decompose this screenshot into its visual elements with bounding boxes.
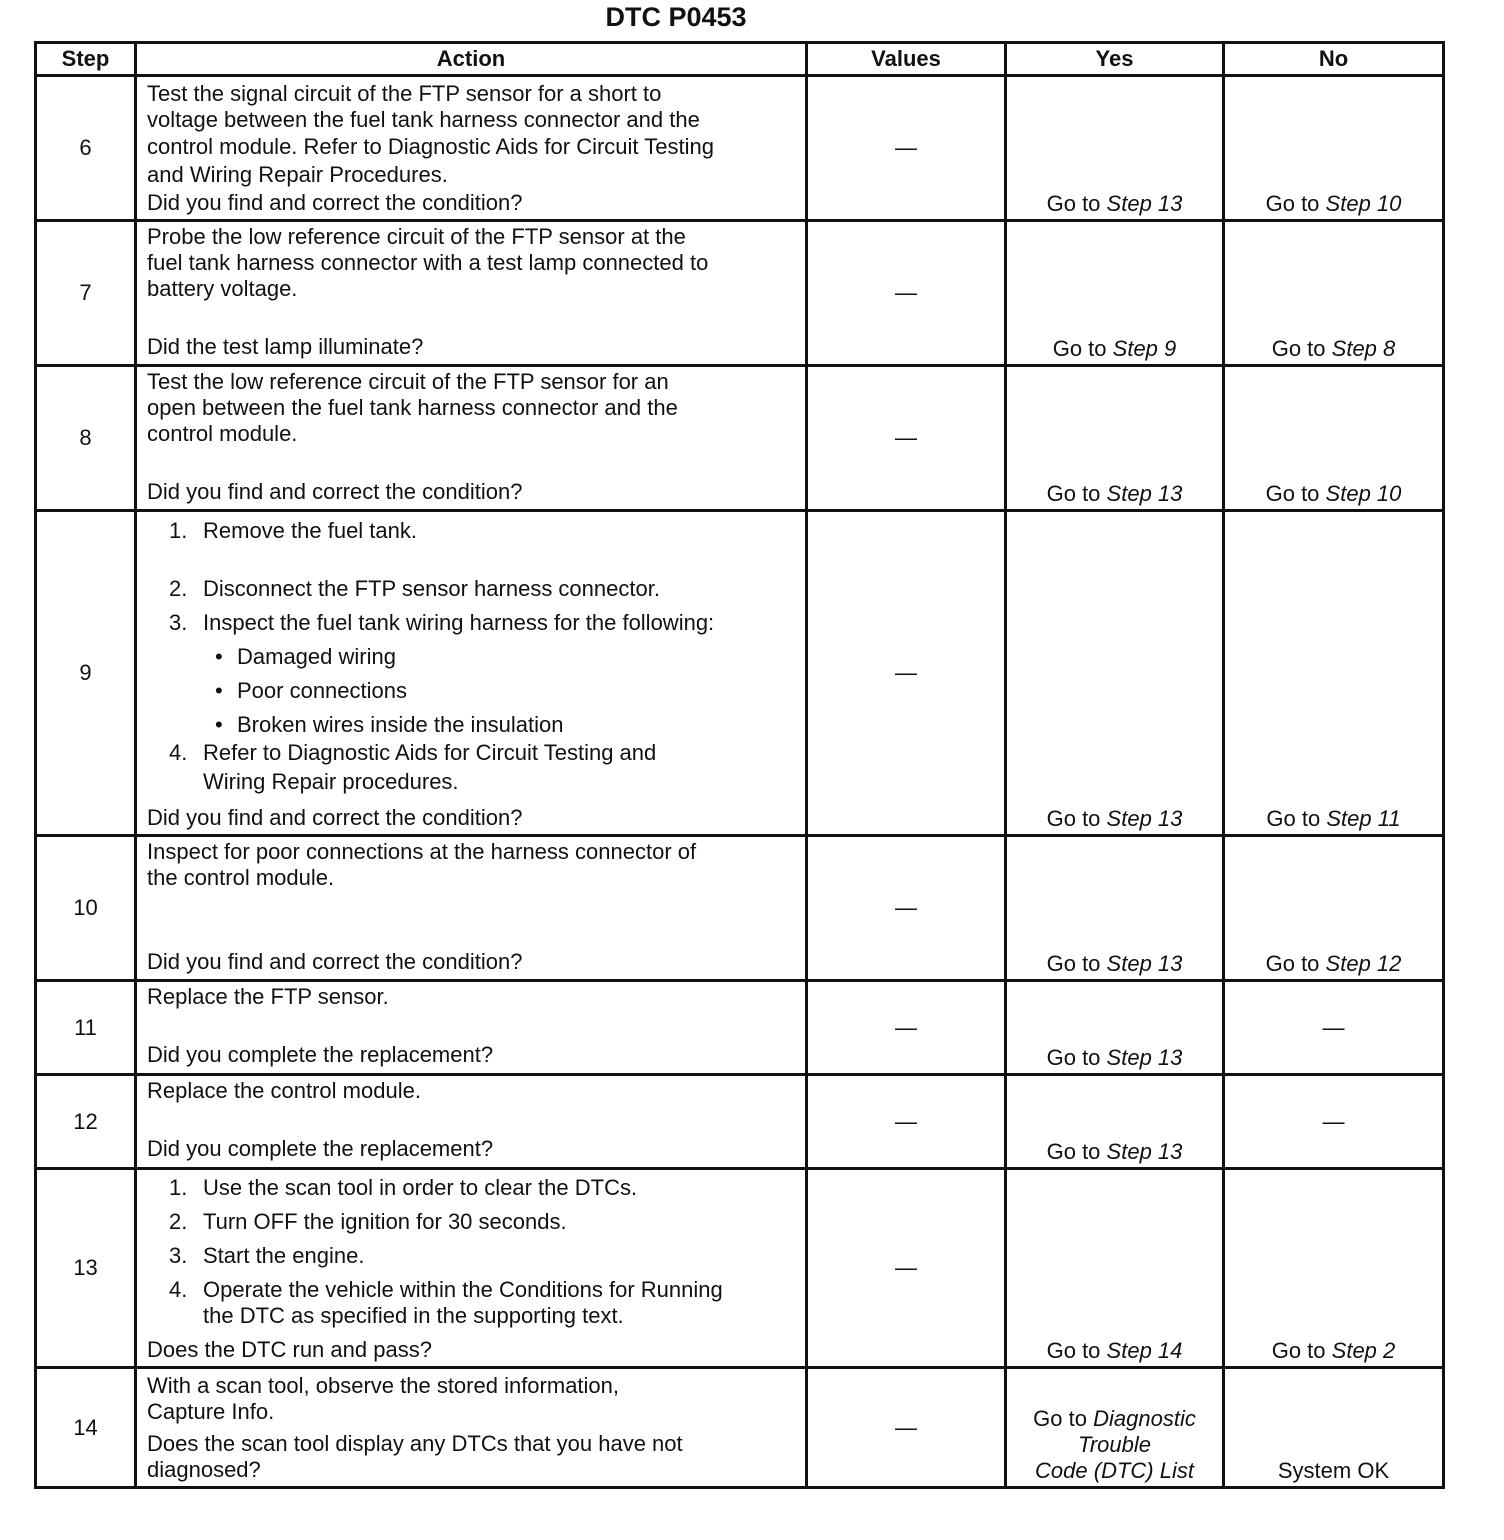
bullet-item	[147, 678, 795, 704]
list-item	[147, 1243, 795, 1269]
list-item	[147, 576, 795, 602]
step-number: 10	[36, 836, 136, 981]
no-cell	[1224, 1169, 1444, 1368]
item-number: 1.	[169, 1175, 188, 1200]
item-number: 3.	[169, 610, 188, 635]
item-number: 3.	[169, 1243, 188, 1268]
action-cell	[136, 981, 807, 1075]
yes-prefix: Go to	[1046, 1338, 1101, 1363]
no-step-link[interactable]: Step 10	[1325, 191, 1402, 216]
values-cell: —	[807, 221, 1006, 366]
action-text: Replace the FTP sensor.	[147, 984, 389, 1009]
action-text: fuel tank harness connector with a test lamp connected to	[147, 250, 709, 275]
table-row	[36, 1075, 1444, 1169]
list-item	[147, 610, 795, 636]
no-step-link[interactable]: Step 8	[1331, 336, 1396, 361]
no-prefix: Go to	[1265, 481, 1320, 506]
action-text: With a scan tool, observe the stored information,	[147, 1373, 620, 1398]
page-title: DTC P0453	[605, 2, 747, 32]
action-text: voltage between the fuel tank harness connector and the	[147, 107, 700, 132]
header-no: No	[1224, 43, 1444, 76]
action-text: and Wiring Repair Procedures.	[147, 162, 448, 187]
yes-step-link[interactable]: Step 13	[1106, 951, 1183, 976]
table-row	[36, 511, 1444, 836]
no-step-link[interactable]: Step 11	[1326, 806, 1401, 831]
yes-step-link[interactable]: Step 13	[1106, 191, 1183, 216]
yes-cell	[1006, 1169, 1224, 1368]
yes-prefix: Go to	[1033, 1406, 1087, 1431]
list-item	[147, 518, 795, 544]
action-question: Does the DTC run and pass?	[147, 1337, 432, 1362]
action-cell	[136, 221, 807, 366]
values-cell: —	[807, 1169, 1006, 1368]
action-cell	[136, 836, 807, 981]
header-values: Values	[807, 43, 1006, 76]
values-cell: —	[807, 76, 1006, 221]
yes-step-link[interactable]: Step 9	[1112, 336, 1177, 361]
action-text: battery voltage.	[147, 276, 298, 301]
bullet-text: Damaged wiring	[237, 644, 396, 669]
yes-prefix: Go to	[1046, 951, 1101, 976]
item-text: Use the scan tool in order to clear the DTCs.	[203, 1175, 638, 1200]
yes-cell	[1006, 76, 1224, 221]
yes-step-link[interactable]: Step 14	[1106, 1338, 1183, 1363]
action-question: Does the scan tool display any DTCs that you have not	[147, 1431, 683, 1456]
yes-step-link[interactable]: Step 13	[1106, 1139, 1183, 1164]
values-cell: —	[807, 1368, 1006, 1488]
list-item	[147, 1175, 795, 1201]
action-cell	[136, 366, 807, 511]
no-cell	[1224, 511, 1444, 836]
table-row	[36, 981, 1444, 1075]
item-text: Disconnect the FTP sensor harness connector.	[203, 576, 660, 601]
no-cell: —	[1224, 981, 1444, 1075]
bullet-icon: •	[215, 678, 223, 703]
yes-step-link[interactable]: Step 13	[1106, 806, 1183, 831]
no-cell	[1224, 76, 1444, 221]
bullet-text: Poor connections	[237, 678, 407, 703]
table-header-row	[36, 43, 1444, 76]
item-number: 4.	[169, 1277, 188, 1302]
yes-step-link[interactable]: Step 13	[1106, 1045, 1183, 1070]
action-text: the control module.	[147, 865, 335, 890]
table-row	[36, 76, 1444, 221]
action-question: Did you find and correct the condition?	[147, 190, 523, 215]
action-text: control module.	[147, 421, 298, 446]
item-number: 2.	[169, 576, 188, 601]
action-cell	[136, 76, 807, 221]
bullet-icon: •	[215, 712, 223, 737]
yes-prefix: Go to	[1046, 191, 1101, 216]
item-text-continued: Wiring Repair procedures.	[203, 769, 459, 794]
step-number: 9	[36, 511, 136, 836]
bullet-item	[147, 644, 795, 670]
action-cell	[136, 1169, 807, 1368]
yes-prefix: Go to	[1046, 481, 1101, 506]
table-row	[36, 366, 1444, 511]
table-row	[36, 836, 1444, 981]
values-cell: —	[807, 981, 1006, 1075]
no-prefix: Go to	[1265, 951, 1320, 976]
step-number: 12	[36, 1075, 136, 1169]
diagnostic-table	[34, 41, 1445, 1489]
item-number: 1.	[169, 518, 188, 543]
no-step-link[interactable]: Step 10	[1325, 481, 1402, 506]
yes-prefix: Go to	[1046, 806, 1101, 831]
list-item	[147, 740, 795, 795]
no-cell	[1224, 836, 1444, 981]
header-yes: Yes	[1006, 43, 1224, 76]
table-row	[36, 1169, 1444, 1368]
item-text: Inspect the fuel tank wiring harness for the following:	[203, 610, 715, 635]
yes-step-link[interactable]: Step 13	[1106, 481, 1183, 506]
step-number: 11	[36, 981, 136, 1075]
action-question: diagnosed?	[147, 1457, 261, 1482]
yes-cell	[1006, 836, 1224, 981]
bullet-icon: •	[215, 644, 223, 669]
item-text: Turn OFF the ignition for 30 seconds.	[203, 1209, 567, 1234]
step-number: 14	[36, 1368, 136, 1488]
no-prefix: Go to	[1266, 806, 1321, 831]
no-prefix: Go to	[1271, 1338, 1326, 1363]
action-text: Test the signal circuit of the FTP sensor for a short to	[147, 81, 662, 106]
no-step-link[interactable]: Step 2	[1331, 1338, 1396, 1363]
yes-dtc-list-link[interactable]: Trouble	[1078, 1432, 1151, 1457]
action-question: Did you find and correct the condition?	[147, 805, 523, 830]
action-text: open between the fuel tank harness connector and the	[147, 395, 678, 420]
action-cell	[136, 1368, 807, 1488]
values-cell: —	[807, 1075, 1006, 1169]
action-cell	[136, 1075, 807, 1169]
yes-cell	[1006, 1075, 1224, 1169]
step-number: 13	[36, 1169, 136, 1368]
item-number: 4.	[169, 740, 188, 765]
action-text: Replace the control module.	[147, 1078, 421, 1103]
no-step-link[interactable]: Step 12	[1325, 951, 1402, 976]
action-question: Did you find and correct the condition?	[147, 949, 523, 974]
action-question: Did the test lamp illuminate?	[147, 334, 424, 359]
table-row	[36, 221, 1444, 366]
item-text-continued: the DTC as specified in the supporting text.	[203, 1303, 624, 1328]
yes-prefix: Go to	[1046, 1045, 1101, 1070]
no-cell	[1224, 221, 1444, 366]
action-text: control module. Refer to Diagnostic Aids for Circuit Testing	[147, 134, 714, 159]
action-text: Probe the low reference circuit of the FTP sensor at the	[147, 224, 686, 249]
action-text: Test the low reference circuit of the FTP sensor for an	[147, 369, 669, 394]
yes-cell	[1006, 221, 1224, 366]
list-item	[147, 1209, 795, 1235]
no-cell: System OK	[1224, 1368, 1444, 1488]
values-cell: —	[807, 366, 1006, 511]
action-question: Did you complete the replacement?	[147, 1136, 494, 1161]
action-cell	[136, 511, 807, 836]
yes-cell	[1006, 981, 1224, 1075]
yes-cell	[1006, 1368, 1224, 1488]
item-number: 2.	[169, 1209, 188, 1234]
action-text: Capture Info.	[147, 1399, 275, 1424]
table-row	[36, 1368, 1444, 1488]
action-question: Did you find and correct the condition?	[147, 479, 523, 504]
no-prefix: Go to	[1271, 336, 1326, 361]
list-item	[147, 1277, 795, 1329]
yes-dtc-list-link[interactable]: Code (DTC) List	[1035, 1458, 1194, 1483]
action-text: Inspect for poor connections at the harness connector of	[147, 839, 697, 864]
values-cell: —	[807, 836, 1006, 981]
step-number: 7	[36, 221, 136, 366]
action-question: Did you complete the replacement?	[147, 1042, 494, 1067]
item-text: Refer to Diagnostic Aids for Circuit Testing and	[203, 740, 657, 765]
bullet-text: Broken wires inside the insulation	[237, 712, 564, 737]
no-prefix: Go to	[1265, 191, 1320, 216]
header-step: Step	[36, 43, 136, 76]
yes-prefix: Go to	[1052, 336, 1107, 361]
step-number: 8	[36, 366, 136, 511]
values-cell: —	[807, 511, 1006, 836]
bullet-item	[147, 712, 795, 738]
item-text: Start the engine.	[203, 1243, 365, 1268]
no-cell: —	[1224, 1075, 1444, 1169]
yes-cell	[1006, 366, 1224, 511]
step-number: 6	[36, 76, 136, 221]
yes-dtc-list-link[interactable]: Diagnostic	[1093, 1406, 1196, 1431]
yes-cell	[1006, 511, 1224, 836]
item-text: Remove the fuel tank.	[203, 518, 418, 543]
yes-prefix: Go to	[1046, 1139, 1101, 1164]
header-action: Action	[136, 43, 807, 76]
item-text: Operate the vehicle within the Conditions for Running	[203, 1277, 723, 1302]
no-cell	[1224, 366, 1444, 511]
